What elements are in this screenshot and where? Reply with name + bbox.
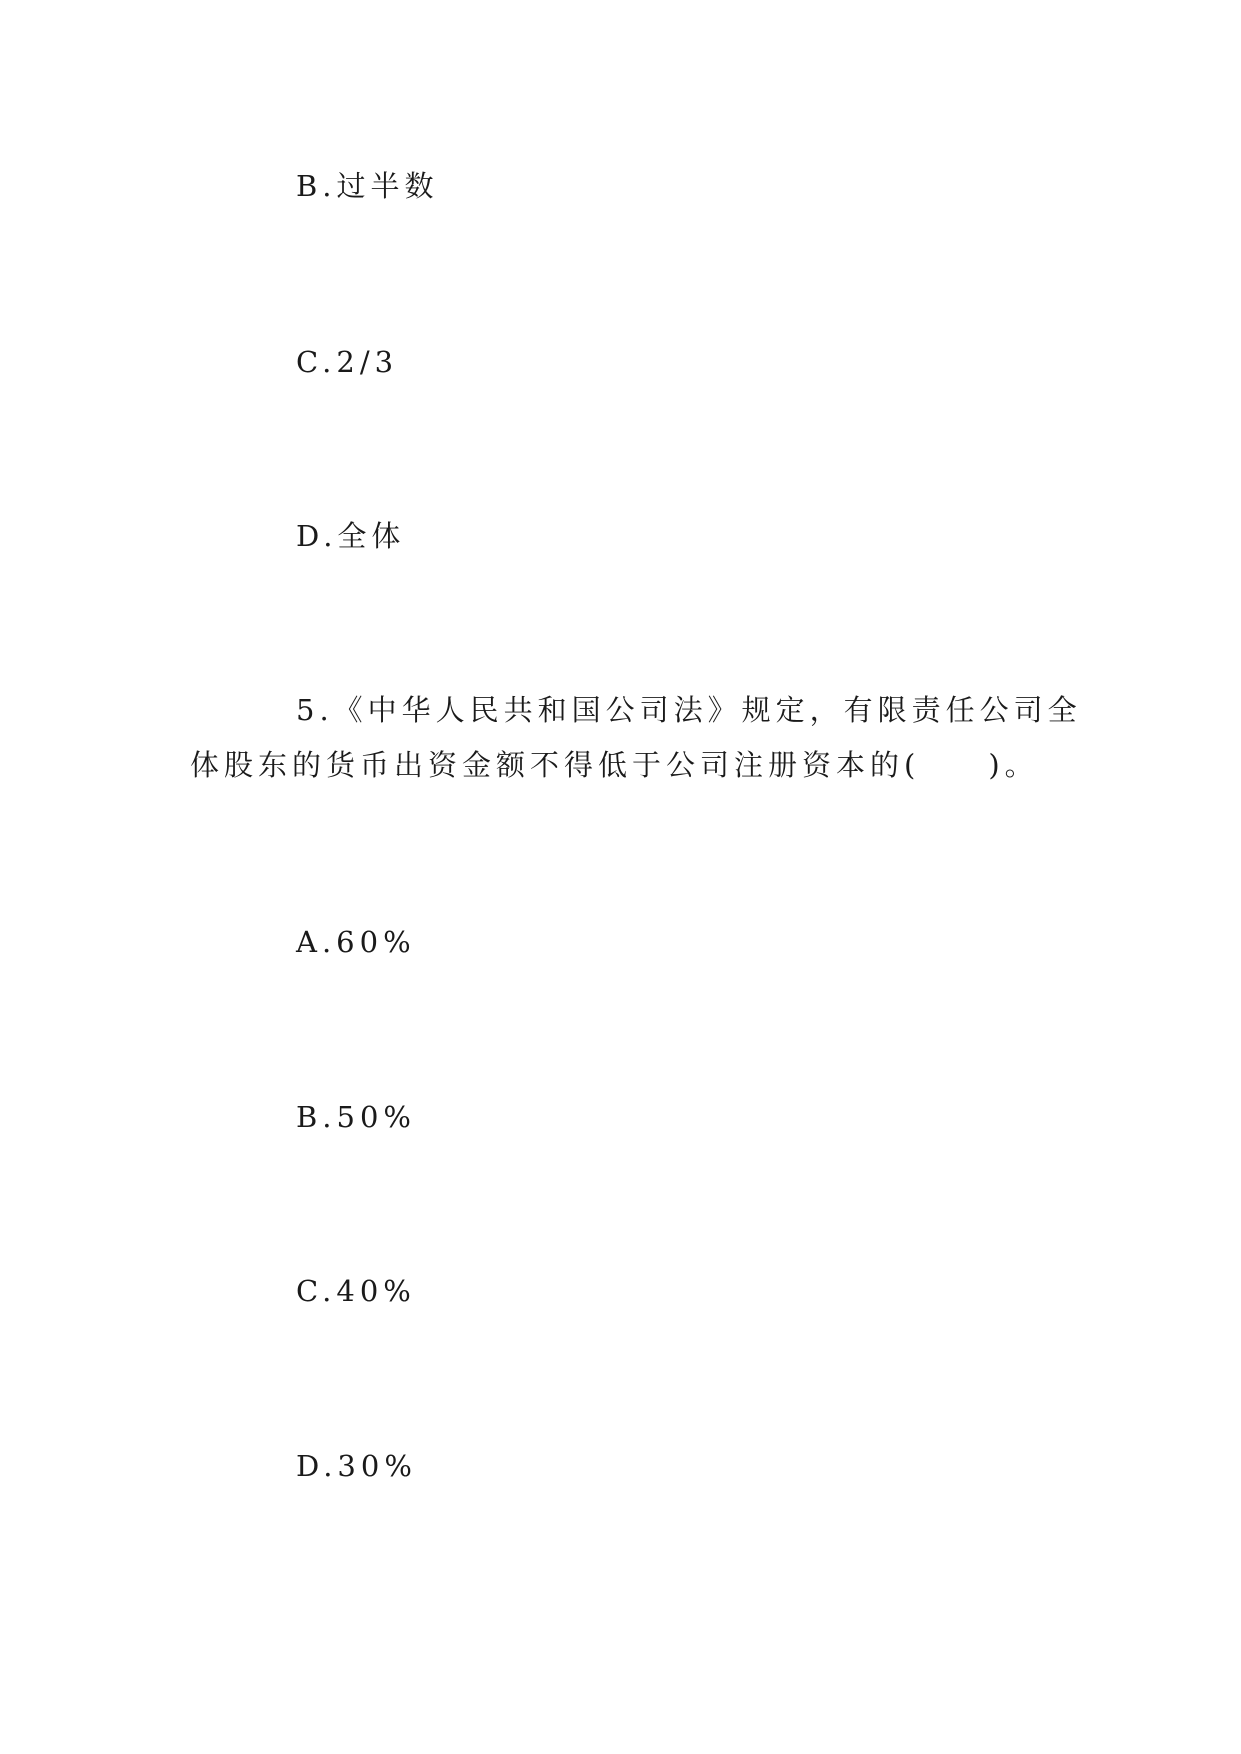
option-b-prev: B.过半数 xyxy=(296,169,439,203)
option-d: D.30% xyxy=(296,1449,417,1483)
option-a: A.60% xyxy=(296,925,416,959)
option-d-prev: D.全体 xyxy=(296,519,406,553)
option-b: B.50% xyxy=(296,1100,416,1134)
question-5-line-2: 体股东的货币出资金额不得低于公司注册资本的( )。 xyxy=(190,748,1039,782)
option-c-prev: C.2/3 xyxy=(296,345,399,379)
question-5-line-1: 5.《中华人民共和国公司法》规定，有限责任公司全 xyxy=(296,693,1082,727)
option-c: C.40% xyxy=(296,1274,416,1308)
